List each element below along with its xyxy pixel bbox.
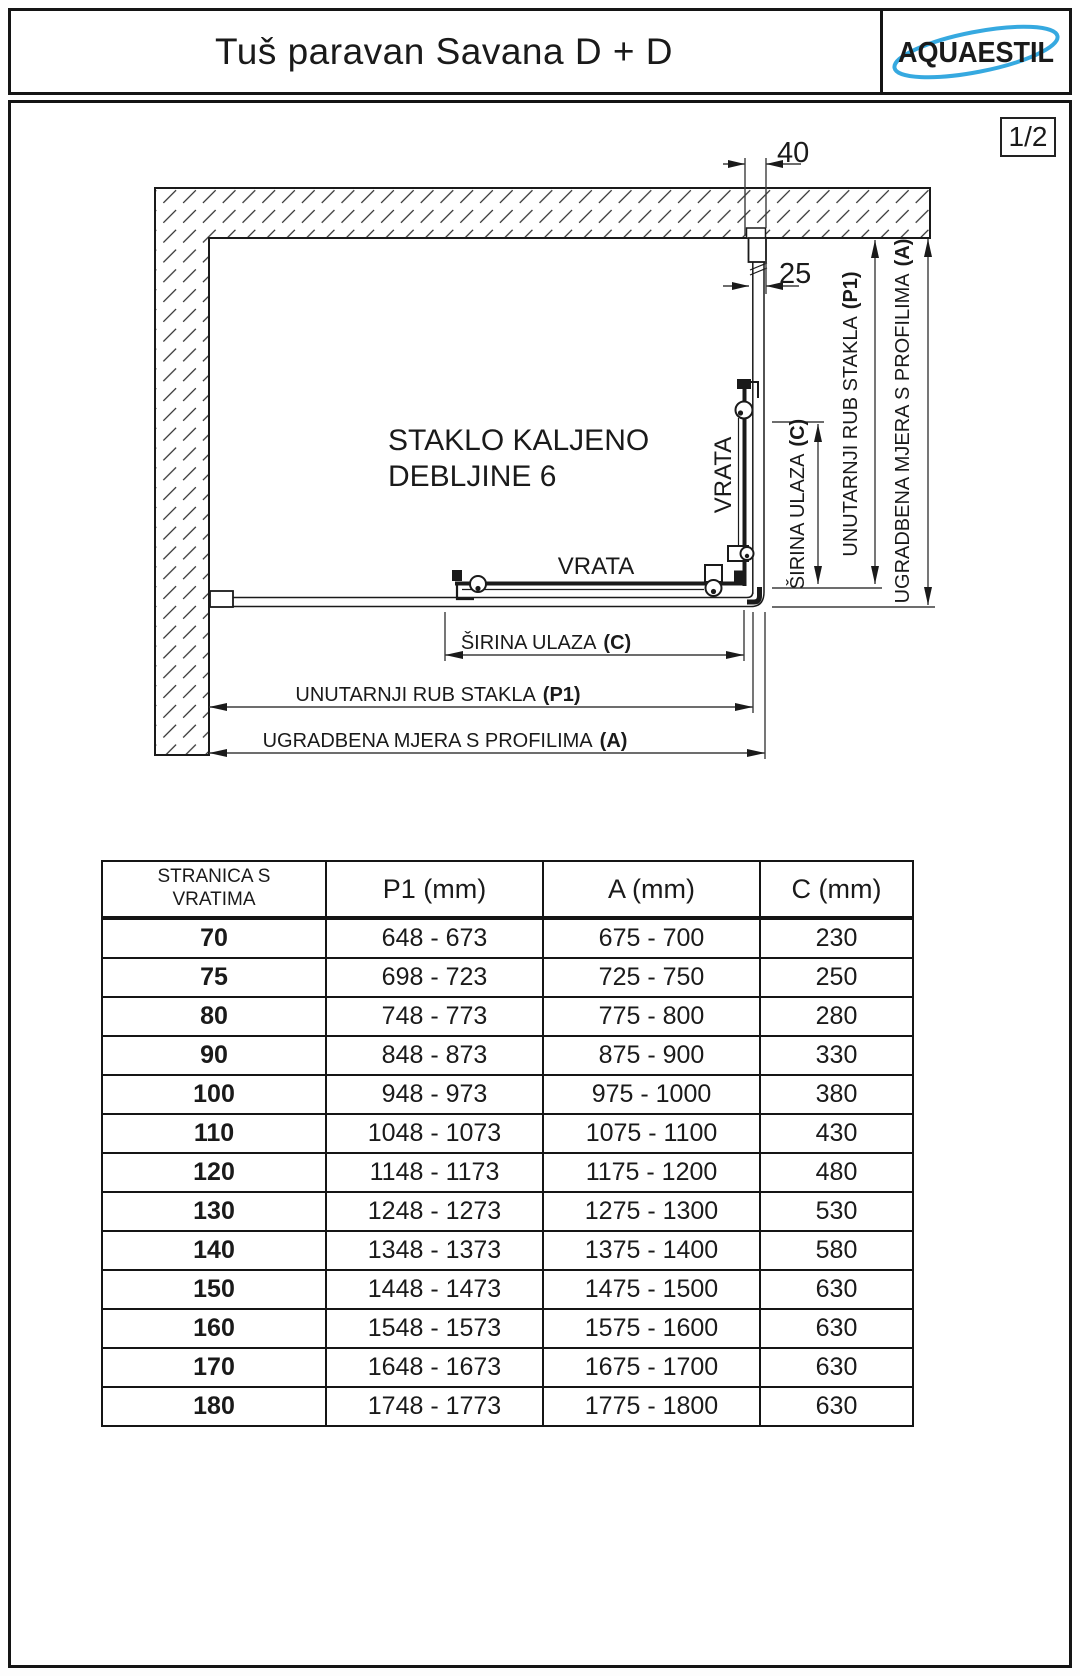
logo-text: AQUAESTIL [898,36,1054,69]
dim-a-vertical-label [892,239,914,604]
table-cell: 648 - 673 [326,918,543,958]
table-row [102,1309,913,1348]
table-cell: 1775 - 1800 [543,1387,760,1426]
dim-label-text: ŠIRINA ULAZA [787,453,809,590]
table-cell: 160 [102,1309,326,1348]
door-label-horizontal: VRATA [557,553,635,580]
arrowhead-icon [814,424,822,442]
table-row [102,1192,913,1231]
arrowhead-icon [732,282,749,290]
table-cell: 130 [102,1192,326,1231]
table-cell: 180 [102,1387,326,1426]
col-header-line2: VRATIMA [172,889,256,910]
dim-label-code: (P1) [840,271,862,310]
table-cell: 1575 - 1600 [543,1309,760,1348]
table-cell: 580 [760,1231,913,1270]
table-cell: 530 [760,1192,913,1231]
dim-a-bottom-label [263,730,628,752]
dim-c-vertical-label [786,419,809,589]
dim-label-text: UNUTARNJI RUB STAKLA [840,316,862,557]
col-header-p1: P1 (mm) [326,861,543,918]
arrowhead-icon [924,587,932,605]
table-cell: 70 [102,918,326,958]
table-cell: 1075 - 1100 [543,1114,760,1153]
arrowhead-icon [871,566,879,584]
technical-drawing [0,0,1080,830]
table-row [102,958,913,997]
table-cell: 1748 - 1773 [326,1387,543,1426]
door-stopper-icon [452,570,462,581]
col-header-stranica [102,861,326,918]
dimension-p1-vertical [871,240,879,584]
dim-label-text: ŠIRINA ULAZA [460,632,597,654]
table-cell: 80 [102,997,326,1036]
table-cell: 630 [760,1270,913,1309]
table-cell: 948 - 973 [326,1075,543,1114]
table-cell: 280 [760,997,913,1036]
table-row [102,1114,913,1153]
arrowhead-icon [209,749,227,757]
table-row [102,1231,913,1270]
table-cell: 1175 - 1200 [543,1153,760,1192]
dim-p1-vertical-label [840,271,862,556]
dim-label-code: (C) [603,632,632,654]
table-cell: 1348 - 1373 [326,1231,543,1270]
table-cell: 1048 - 1073 [326,1114,543,1153]
col-header-c: C (mm) [760,861,913,918]
table-cell: 75 [102,958,326,997]
table-cell: 630 [760,1309,913,1348]
dim-c-bottom-label [461,631,631,654]
table-row [102,997,913,1036]
wall-notch [747,228,766,238]
dim-p1-bottom-label [295,684,580,706]
table-cell: 430 [760,1114,913,1153]
table-cell: 630 [760,1348,913,1387]
table-cell: 90 [102,1036,326,1075]
table-cell: 1148 - 1173 [326,1153,543,1192]
table-cell: 1675 - 1700 [543,1348,760,1387]
table-cell: 330 [760,1036,913,1075]
table-cell: 380 [760,1075,913,1114]
wall-profile-left [210,591,233,607]
dim-25-label: 25 [779,258,812,290]
table-cell: 250 [760,958,913,997]
glass-note-line1: STAKLO KALJENO [388,424,650,457]
table-header-row [102,861,913,918]
table-cell: 150 [102,1270,326,1309]
table-cell: 1248 - 1273 [326,1192,543,1231]
table-cell: 230 [760,918,913,958]
table-cell: 170 [102,1348,326,1387]
table-cell: 748 - 773 [326,997,543,1036]
roller-icon [736,402,753,419]
table-cell: 630 [760,1387,913,1426]
arrowhead-icon [871,240,879,258]
table-row [102,918,913,958]
arrowhead-icon [726,651,744,659]
table-cell: 100 [102,1075,326,1114]
table-cell: 140 [102,1231,326,1270]
table-cell: 725 - 750 [543,958,760,997]
table-cell: 875 - 900 [543,1036,760,1075]
page-number-badge: 1/2 [1000,117,1056,157]
door-stopper-icon [737,379,751,389]
arrowhead-icon [924,239,932,257]
table-cell: 120 [102,1153,326,1192]
table-cell: 1548 - 1573 [326,1309,543,1348]
table-row [102,1153,913,1192]
arrowhead-icon [728,160,745,168]
table-row [102,1387,913,1426]
col-header-line1: STRANICA S [157,866,271,888]
table-cell: 1648 - 1673 [326,1348,543,1387]
wall-profile-top [749,238,767,262]
table-cell: 1375 - 1400 [543,1231,760,1270]
table-row [102,1036,913,1075]
table-cell: 675 - 700 [543,918,760,958]
table-cell: 775 - 800 [543,997,760,1036]
table-cell: 698 - 723 [326,958,543,997]
arrowhead-icon [747,749,765,757]
door-label-vertical: VRATA [710,436,737,514]
dim-label-code: (P1) [542,684,581,706]
spec-table-body [102,918,913,1426]
dim-label-code: (A) [892,238,914,267]
dim-label-text: UGRADBENA MJERA S PROFILIMA [262,730,593,752]
col-header-a: A (mm) [543,861,760,918]
table-cell: 1475 - 1500 [543,1270,760,1309]
dim-label-code: (C) [787,418,809,447]
table-cell: 110 [102,1114,326,1153]
dimension-table [101,860,914,1427]
page-title: Tuš paravan Savana D + D [215,30,673,72]
table-row [102,1348,913,1387]
table-cell: 1275 - 1300 [543,1192,760,1231]
table-cell: 975 - 1000 [543,1075,760,1114]
arrowhead-icon [209,703,227,711]
dim-label-text: UNUTARNJI RUB STAKLA [295,684,536,706]
table-row [102,1270,913,1309]
table-cell: 848 - 873 [326,1036,543,1075]
dim-40-label: 40 [777,137,810,169]
table-cell: 1448 - 1473 [326,1270,543,1309]
glass-note-line2: DEBLJINE 6 [388,460,557,493]
dim-label-code: (A) [599,730,628,752]
dim-label-text: UGRADBENA MJERA S PROFILIMA [892,273,914,604]
table-cell: 480 [760,1153,913,1192]
arrowhead-icon [735,703,753,711]
table-row [102,1075,913,1114]
arrowhead-icon [814,566,822,584]
